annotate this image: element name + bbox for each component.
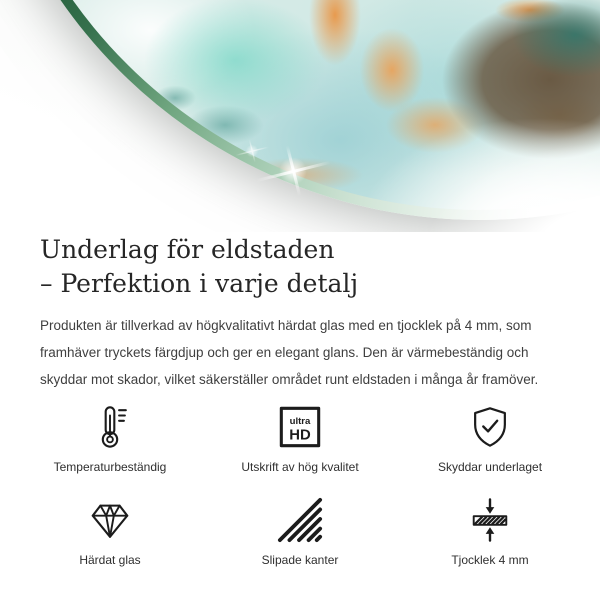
feature-grid	[15, 403, 585, 567]
product-image	[0, 0, 600, 232]
feature-high-quality-print	[205, 403, 395, 474]
feature-polished-edges	[205, 496, 395, 567]
page-title-line1: Underlag för eldstaden	[40, 235, 335, 264]
feature-label: Tjocklek 4 mm	[451, 553, 529, 567]
shield-check-icon	[467, 403, 513, 451]
thermometer-icon	[87, 403, 133, 451]
feature-label: Härdat glas	[79, 553, 141, 567]
product-description: Produkten är tillverkad av högkvalitativt härdat glas med en tjocklek på 4 mm, som framhäver tryckets färgdjup och ger en elegant glans. Den är värmebeständig och skyddar mot skador, vilket säkerställer området runt eldstaden i många år framöver.	[40, 318, 539, 387]
feature-thickness-4mm	[395, 496, 585, 567]
diamond-icon	[87, 496, 133, 544]
page-title-line2: – Perfektion i varje detalj	[40, 269, 359, 298]
feature-label: Slipade kanter	[261, 553, 339, 567]
page-title	[40, 233, 358, 301]
feature-tempered-glass	[15, 496, 205, 567]
glass-disc-edge	[0, 0, 600, 220]
ultra-hd-icon	[277, 403, 323, 451]
thickness-icon	[467, 496, 513, 544]
feature-protects-surface	[395, 403, 585, 474]
ultra-hd-icon-text-top: ultra	[289, 416, 311, 428]
beveled-edges-icon	[277, 496, 323, 544]
feature-temperature-resistant	[15, 403, 205, 474]
feature-label: Utskrift av hög kvalitet	[241, 460, 359, 474]
feature-label: Skyddar underlaget	[437, 460, 543, 474]
ultra-hd-icon-text-bottom: HD	[289, 427, 311, 444]
feature-label: Temperaturbeständig	[53, 460, 167, 474]
